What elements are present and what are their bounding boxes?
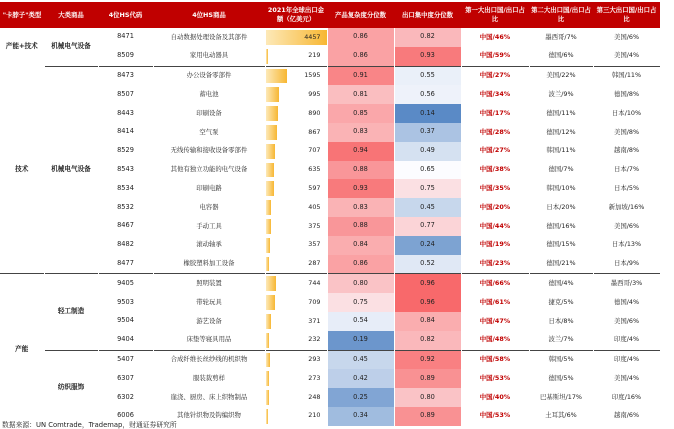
third-exporter-cell: 美国/6% [593,28,660,47]
first-exporter-cell: 中国/34% [461,85,529,104]
export-value-cell [265,388,327,407]
export-value-cell [265,198,327,217]
value-bar [266,181,274,196]
third-exporter-cell: 德国/4% [593,293,660,312]
first-exporter-cell: 中国/27% [461,142,529,161]
value-bar [266,295,276,310]
hs-code-cell: 8532 [98,198,153,217]
hs-product-cell: 蓄电池 [153,85,265,104]
complexity-cell: 0.83 [327,123,394,142]
hs-code-cell: 8471 [98,28,153,47]
hs-product-cell: 空气泵 [153,123,265,142]
third-exporter-cell: 墨西哥/3% [593,274,660,293]
column-header: 出口集中度分位数 [394,2,461,28]
category-group-cell: 轻工制造 [44,274,98,350]
value-bar [266,409,269,424]
second-exporter-cell: 德国/15% [529,236,593,255]
value-bar [266,257,270,272]
export-value: 219 [308,51,321,60]
export-value-cell [265,293,327,312]
hs-product-cell: 办公设备零部件 [153,66,265,85]
first-exporter-cell: 中国/38% [461,161,529,180]
first-exporter-cell: 中国/40% [461,388,529,407]
export-value-cell [265,236,327,255]
hs-code-cell: 5407 [98,350,153,369]
hs-code-cell: 9504 [98,312,153,331]
value-bar [266,333,269,348]
export-value: 248 [308,392,321,401]
second-exporter-cell: 波兰/7% [529,331,593,350]
export-value: 4457 [304,32,321,41]
complexity-cell: 0.88 [327,161,394,180]
complexity-cell: 0.85 [327,104,394,123]
second-exporter-cell: 德国/4% [529,274,593,293]
table-row [0,66,660,85]
hs-code-cell: 8507 [98,85,153,104]
column-header: 2021年全球出口金额（亿美元） [265,2,327,28]
third-exporter-cell: 日本/13% [593,236,660,255]
third-exporter-cell: 越南/8% [593,142,660,161]
second-exporter-cell: 德国/7% [529,161,593,180]
concentration-cell: 0.96 [394,274,461,293]
second-exporter-cell: 韩国/10% [529,179,593,198]
table-row [0,369,660,388]
hs-product-cell: 照明装置 [153,274,265,293]
complexity-cell: 0.42 [327,369,394,388]
table-row [0,198,660,217]
hs-code-cell: 8414 [98,123,153,142]
complexity-cell: 0.81 [327,85,394,104]
column-header: 大类商品 [44,2,98,28]
hs-product-cell: 无线传输和接收设备零部件 [153,142,265,161]
hs-product-cell: 带轮玩具 [153,293,265,312]
table-row [0,179,660,198]
third-exporter-cell: 美国/6% [593,312,660,331]
concentration-cell: 0.96 [394,293,461,312]
hs-product-cell: 橡胶塑料加工设备 [153,255,265,274]
complexity-cell: 0.88 [327,217,394,236]
concentration-cell: 0.93 [394,47,461,66]
export-value-cell [265,255,327,274]
export-value-cell [265,161,327,180]
hs-product-cell: 电容器 [153,198,265,217]
hs-code-cell: 9404 [98,331,153,350]
column-header: 第一大出口国/出口占比 [461,2,529,28]
first-exporter-cell: 中国/53% [461,407,529,426]
third-exporter-cell: 越南/6% [593,407,660,426]
export-value-cell [265,66,327,85]
second-exporter-cell: 德国/6% [529,47,593,66]
hs-code-cell: 6302 [98,388,153,407]
export-value-cell [265,407,327,426]
export-value-cell [265,85,327,104]
hs-product-cell: 其他有独立功能的电气设备 [153,161,265,180]
table-row [0,255,660,274]
first-exporter-cell: 中国/48% [461,331,529,350]
table-row [0,47,660,66]
export-value: 890 [308,108,321,117]
first-exporter-cell: 中国/47% [461,312,529,331]
third-exporter-cell: 日本/9% [593,255,660,274]
second-exporter-cell: 美国/22% [529,66,593,85]
value-bar [266,390,269,405]
table-row [0,312,660,331]
value-bar [266,276,276,291]
export-data-table [0,2,661,426]
table-row [0,293,660,312]
column-header: 第三大出口国/出口占比 [593,2,660,28]
export-value: 375 [308,221,321,230]
concentration-cell: 0.49 [394,142,461,161]
hs-product-cell: 自动数据处理设备及其部件 [153,28,265,47]
hs-code-cell: 8467 [98,217,153,236]
complexity-cell: 0.45 [327,350,394,369]
category-group-cell: 机械电气设备 [44,66,98,274]
export-value: 210 [308,411,321,420]
table-row [0,350,660,369]
complexity-cell: 0.86 [327,47,394,66]
hs-code-cell: 6006 [98,407,153,426]
column-header: "卡脖子"类型 [0,2,44,28]
concentration-cell: 0.84 [394,312,461,331]
first-exporter-cell: 中国/61% [461,293,529,312]
first-exporter-cell: 中国/17% [461,104,529,123]
type-group-cell: 产能 [0,274,44,426]
hs-product-cell: 崖浇、厨房、床上织物制品 [153,388,265,407]
second-exporter-cell: 墨西哥/7% [529,28,593,47]
complexity-cell: 0.94 [327,142,394,161]
export-value: 273 [308,373,321,382]
export-value: 232 [308,335,321,344]
first-exporter-cell: 中国/23% [461,255,529,274]
second-exporter-cell: 德国/16% [529,217,593,236]
table-row [0,217,660,236]
concentration-cell: 0.82 [394,28,461,47]
table-row [0,236,660,255]
complexity-cell: 0.86 [327,28,394,47]
value-bar [266,163,275,178]
second-exporter-cell: 巴基斯坦/17% [529,388,593,407]
column-header: 4位HS代码 [98,2,153,28]
table-row [0,104,660,123]
table-row [0,331,660,350]
hs-product-cell: 滚动轴承 [153,236,265,255]
concentration-cell: 0.65 [394,161,461,180]
value-bar [266,238,271,253]
category-group-cell: 纺织服饰 [44,350,98,426]
complexity-cell: 0.19 [327,331,394,350]
export-value: 995 [308,89,321,98]
hs-product-cell: 合成纤维长丝纱线的机织物 [153,350,265,369]
export-value: 707 [308,146,321,155]
third-exporter-cell: 日本/10% [593,104,660,123]
table-header [0,2,660,28]
hs-code-cell: 6307 [98,369,153,388]
column-header: 4位HS商品 [153,2,265,28]
export-value: 635 [308,165,321,174]
concentration-cell: 0.56 [394,85,461,104]
concentration-cell: 0.14 [394,104,461,123]
export-value-cell [265,28,327,47]
export-value: 287 [308,259,321,268]
concentration-cell: 0.24 [394,236,461,255]
export-value: 405 [308,202,321,211]
second-exporter-cell: 波兰/9% [529,85,593,104]
column-header: 第二大出口国/出口占比 [529,2,593,28]
concentration-cell: 0.45 [394,198,461,217]
column-header: 产品复杂度分位数 [327,2,394,28]
export-value: 867 [308,127,321,136]
type-group-cell: 产能+技术 [0,28,44,66]
value-bar [266,106,278,121]
value-bar [266,353,270,368]
export-value: 371 [308,316,321,325]
concentration-cell: 0.82 [394,331,461,350]
export-value: 357 [308,240,321,249]
table-row [0,123,660,142]
concentration-cell: 0.52 [394,255,461,274]
value-bar [266,200,272,215]
hs-product-cell: 其他针织物及钩编织物 [153,407,265,426]
hs-product-cell: 手动工具 [153,217,265,236]
concentration-cell: 0.77 [394,217,461,236]
table-row [0,161,660,180]
second-exporter-cell: 德国/21% [529,255,593,274]
value-bar [266,144,276,159]
value-bar [266,87,280,102]
third-exporter-cell: 日本/5% [593,179,660,198]
second-exporter-cell: 捷克/5% [529,293,593,312]
value-bar [266,69,288,84]
concentration-cell: 0.92 [394,350,461,369]
value-bar [266,371,270,386]
export-value: 709 [308,297,321,306]
hs-code-cell: 8477 [98,255,153,274]
second-exporter-cell: 德国/12% [529,123,593,142]
value-bar [266,314,271,329]
export-value: 597 [308,183,321,192]
hs-product-cell: 印刷电路 [153,179,265,198]
export-value-cell [265,331,327,350]
complexity-cell: 0.54 [327,312,394,331]
hs-code-cell: 9405 [98,274,153,293]
export-value-cell [265,217,327,236]
table-row [0,28,660,47]
first-exporter-cell: 中国/27% [461,66,529,85]
third-exporter-cell: 印度/4% [593,331,660,350]
second-exporter-cell: 德国/11% [529,104,593,123]
export-value-cell [265,47,327,66]
hs-code-cell: 8443 [98,104,153,123]
hs-code-cell: 8543 [98,161,153,180]
value-bar [266,219,271,234]
complexity-cell: 0.25 [327,388,394,407]
export-value: 744 [308,278,321,287]
complexity-cell: 0.75 [327,293,394,312]
first-exporter-cell: 中国/35% [461,179,529,198]
complexity-cell: 0.83 [327,198,394,217]
second-exporter-cell: 日本/8% [529,312,593,331]
third-exporter-cell: 美国/6% [593,217,660,236]
hs-code-cell: 8529 [98,142,153,161]
third-exporter-cell: 印度/4% [593,350,660,369]
first-exporter-cell: 中国/59% [461,47,529,66]
concentration-cell: 0.75 [394,179,461,198]
export-value-cell [265,142,327,161]
hs-code-cell: 9503 [98,293,153,312]
table-row [0,142,660,161]
first-exporter-cell: 中国/66% [461,274,529,293]
third-exporter-cell: 日本/7% [593,161,660,180]
concentration-cell: 0.89 [394,369,461,388]
hs-product-cell: 游艺设备 [153,312,265,331]
table-body [0,28,660,426]
complexity-cell: 0.84 [327,236,394,255]
third-exporter-cell: 新加坡/16% [593,198,660,217]
complexity-cell: 0.93 [327,179,394,198]
hs-code-cell: 8534 [98,179,153,198]
value-bar [266,49,269,64]
hs-product-cell: 印刷设备 [153,104,265,123]
export-value-cell [265,123,327,142]
table-row [0,388,660,407]
value-bar [266,125,278,140]
type-group-cell: 技术 [0,66,44,274]
hs-product-cell: 床垫等寝具用品 [153,331,265,350]
concentration-cell: 0.80 [394,388,461,407]
third-exporter-cell: 美国/4% [593,47,660,66]
second-exporter-cell: 土耳其/6% [529,407,593,426]
third-exporter-cell: 韩国/11% [593,66,660,85]
concentration-cell: 0.89 [394,407,461,426]
complexity-cell: 0.91 [327,66,394,85]
second-exporter-cell: 韩国/11% [529,142,593,161]
export-value: 293 [308,355,321,364]
third-exporter-cell: 美国/4% [593,369,660,388]
export-value-cell [265,350,327,369]
concentration-cell: 0.55 [394,66,461,85]
export-value-cell [265,369,327,388]
export-value-cell [265,274,327,293]
second-exporter-cell: 日本/20% [529,198,593,217]
hs-code-cell: 8473 [98,66,153,85]
first-exporter-cell: 中国/53% [461,369,529,388]
first-exporter-cell: 中国/44% [461,217,529,236]
first-exporter-cell: 中国/58% [461,350,529,369]
concentration-cell: 0.37 [394,123,461,142]
hs-product-cell: 服装裁剪样 [153,369,265,388]
hs-code-cell: 8482 [98,236,153,255]
third-exporter-cell: 印度/16% [593,388,660,407]
table-row [0,85,660,104]
export-value-cell [265,104,327,123]
complexity-cell: 0.86 [327,255,394,274]
first-exporter-cell: 中国/20% [461,198,529,217]
complexity-cell: 0.80 [327,274,394,293]
export-value-cell [265,179,327,198]
first-exporter-cell: 中国/28% [461,123,529,142]
first-exporter-cell: 中国/19% [461,236,529,255]
first-exporter-cell: 中国/46% [461,28,529,47]
hs-product-cell: 家用电动器具 [153,47,265,66]
export-value-cell [265,312,327,331]
second-exporter-cell: 德国/5% [529,369,593,388]
export-value: 1595 [304,71,321,80]
source-note: 数据来源：UN Comtrade，Trademap，财通证券研究所 [2,421,177,429]
category-group-cell: 机械电气设备 [44,28,98,66]
complexity-cell: 0.34 [327,407,394,426]
third-exporter-cell: 美国/8% [593,123,660,142]
table-row [0,274,660,293]
second-exporter-cell: 韩国/5% [529,350,593,369]
third-exporter-cell: 德国/8% [593,85,660,104]
hs-code-cell: 8509 [98,47,153,66]
